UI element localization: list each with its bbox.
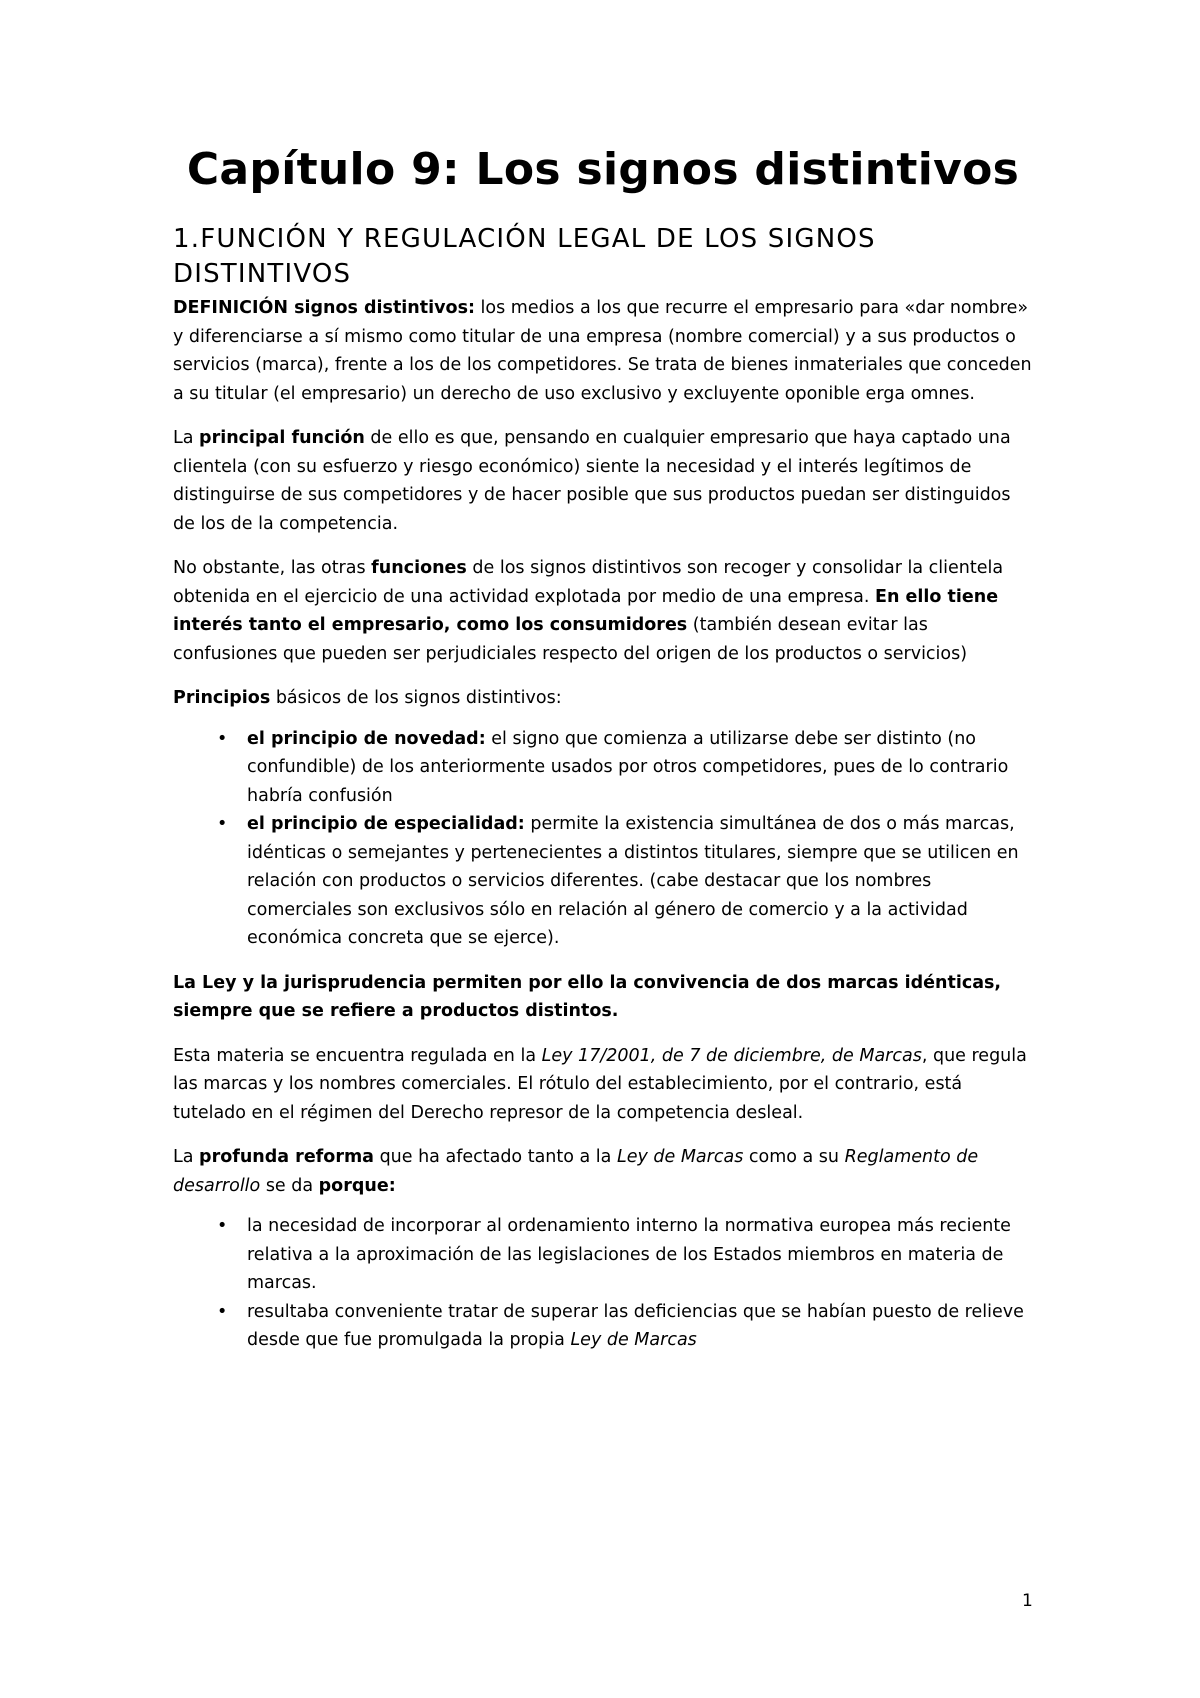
reform-italic-ley: Ley de Marcas xyxy=(616,1147,744,1167)
reform-bold: profunda reforma xyxy=(199,1147,374,1167)
principle-name: el principio de especialidad: xyxy=(247,814,525,834)
reform-reasons-list xyxy=(173,1212,1033,1355)
principles-bold: Principios xyxy=(173,688,271,708)
reform-mid1: que ha afectado tanto a la xyxy=(374,1147,617,1167)
list-item xyxy=(173,810,1033,953)
bullet-icon: • xyxy=(217,1301,228,1322)
reason-italic: Ley de Marcas xyxy=(570,1330,697,1350)
bullet-icon: • xyxy=(217,1216,228,1236)
chapter-title: Capítulo 9: Los signos distintivos xyxy=(186,144,1020,195)
reform-italic-reglamento: Reglamento de desarrollo xyxy=(173,1147,979,1196)
law-bold: La Ley y la jurisprudencia permiten por ello la convivencia de dos marcas idénticas, siempre que se refiere a productos distintos. xyxy=(173,972,1002,1021)
reform-mid2: como a su xyxy=(743,1147,845,1167)
function-paragraph xyxy=(173,424,1033,538)
regulated-pre: Esta materia se encuentra regulada en la xyxy=(173,1045,542,1066)
page-content xyxy=(173,140,1033,1371)
definition-label: DEFINICIÓN signos distintivos: xyxy=(173,298,475,318)
other-pre: No obstante, las otras xyxy=(173,558,372,578)
law-paragraph xyxy=(173,969,1033,1026)
other-mid: de los signos distintivos son recoger y consolidar la clientela obtenida en el ejercicio de una actividad explotada por medio de una empresa. xyxy=(173,558,1004,607)
principle-name: el principio de novedad: xyxy=(247,728,486,749)
reform-bold-porque: porque: xyxy=(318,1175,396,1196)
list-item xyxy=(173,725,1033,811)
other-functions-paragraph xyxy=(173,554,1033,668)
reform-pre: La xyxy=(173,1147,200,1167)
other-bold-functions: funciones xyxy=(371,558,467,578)
definition-text: los medios a los que recurre el empresario para «dar nombre» y diferenciarse a sí mismo como titular de una empresa (nombre comercial) y a sus productos o servicios (marca), frente a los de los competidores. Se trata de bienes inmateriales que conceden a su titular (el empresario) un derecho de uso exclusivo y excluyente oponible erga omnes. xyxy=(173,298,1032,404)
reform-mid3: se da xyxy=(260,1175,319,1196)
regulated-paragraph xyxy=(173,1042,1033,1128)
bullet-icon: • xyxy=(217,728,228,749)
page-number: 1 xyxy=(1022,1591,1033,1611)
bullet-icon: • xyxy=(217,814,228,834)
other-post: (también desean evitar las confusiones que pueden ser perjudiciales respecto del origen de los productos o servicios) xyxy=(173,615,968,664)
principle-text: permite la existencia simultánea de dos o más marcas, idénticas o semejantes y pertenecientes a distintos titulares, siempre que se utilicen en relación con productos o servicios diferentes. (cabe destacar que los nombres comerciales son exclusivos sólo en relación al género de comercio y a la actividad económica concreta que se ejerce). xyxy=(247,814,1019,948)
principle-text: el signo que comienza a utilizarse debe ser distinto (no confundible) de los anteriormente usados por otros competidores, pues de lo contrario habría confusión xyxy=(247,728,1009,806)
list-item xyxy=(173,1212,1033,1298)
principles-intro xyxy=(173,684,1033,713)
function-pre: La xyxy=(173,428,200,448)
section-heading: 1.FUNCIÓN Y REGULACIÓN LEGAL DE LOS SIGNOS DISTINTIVOS xyxy=(173,224,876,289)
principles-text: básicos de los signos distintivos: xyxy=(270,688,562,708)
principles-list xyxy=(173,725,1033,953)
other-bold-interest: En ello tiene interés tanto el empresario, como los consumidores xyxy=(173,586,999,635)
function-text: de ello es que, pensando en cualquier empresario que haya captado una clientela (con su esfuerzo y riesgo económico) siente la necesidad y el interés legítimos de distinguirse de sus competidores y de hacer posible que sus productos puedan ser distinguidos de los de la competencia. xyxy=(173,428,1011,534)
reason-text: la necesidad de incorporar al ordenamiento interno la normativa europea más reciente relativa a la aproximación de las legislaciones de los Estados miembros en materia de marcas. xyxy=(247,1216,1011,1293)
regulated-post: , que regula las marcas y los nombres comerciales. El rótulo del establecimiento, por el contrario, está tutelado en el régimen del Derecho represor de la competencia desleal. xyxy=(173,1045,1027,1123)
list-item xyxy=(173,1298,1033,1355)
function-bold: principal función xyxy=(199,428,365,448)
reform-paragraph xyxy=(173,1143,1033,1200)
regulated-italic: Ley 17/2001, de 7 de diciembre, de Marcas xyxy=(541,1045,922,1066)
reason-text: resultaba conveniente tratar de superar las deficiencias que se habían puesto de relieve desde que fue promulgada la propia xyxy=(247,1301,1024,1350)
definition-paragraph xyxy=(173,294,1033,408)
